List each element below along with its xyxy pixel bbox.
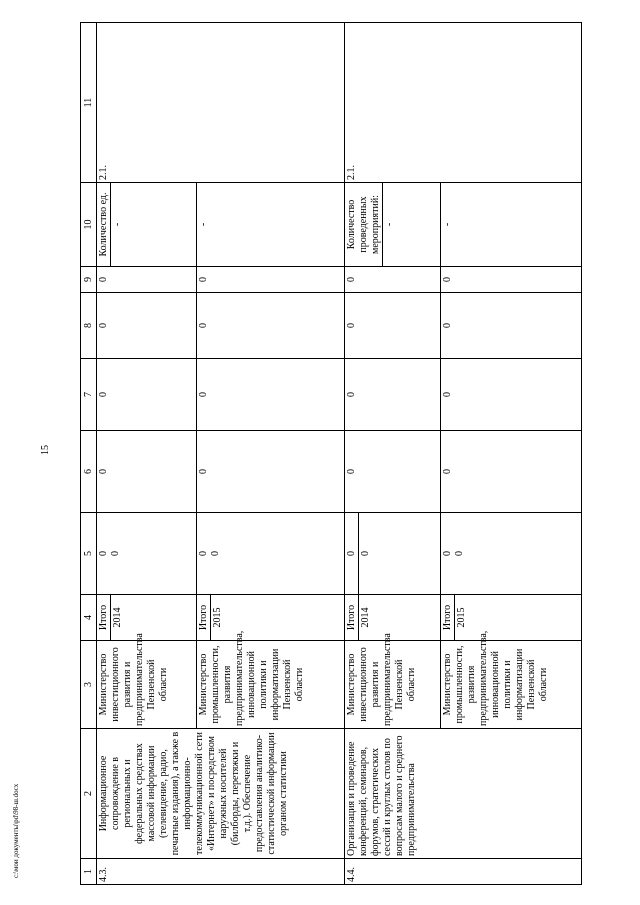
header-cell: 9 [81, 267, 97, 293]
period-cell [440, 595, 581, 641]
value-cell: 0 [440, 359, 581, 431]
value-cell: 0 [197, 267, 345, 293]
value-cell: 0 [97, 267, 197, 293]
table-row [97, 23, 197, 885]
header-cell: 5 [81, 513, 97, 595]
executor-cell [440, 630, 581, 729]
indicator-label: Количество проведенных мероприятий: [346, 195, 382, 254]
value-cell [345, 513, 440, 595]
period-total-label: Итого [98, 604, 109, 631]
value: 0 [210, 551, 222, 556]
value-cell: 0 [345, 431, 440, 513]
indicator-label: Количество ед. [98, 192, 109, 257]
value: 0 [198, 551, 210, 556]
value: 0 [453, 551, 465, 556]
value-cell: 0 [197, 431, 345, 513]
value-cell: 0 [345, 267, 440, 293]
header-cell: 4 [81, 595, 97, 641]
header-cell: 6 [81, 431, 97, 513]
executor-name: Министерство промышленности, развития предпринимательства, инновационной политики и информатизации Пензенской области [198, 630, 306, 726]
indicator-value: - [382, 183, 397, 266]
page-number: 15 [40, 445, 51, 455]
period-year: 2015 [210, 595, 225, 640]
executor-cell [345, 633, 440, 729]
indicator-cell [345, 183, 440, 267]
measure-description: Информационное сопровождение в региональных и федеральных средствах массовой информации (телевидение, радио, печатные издания), а также в информационно-телекоммуникационной сети «Интернет» и посредством наружных носителей (билборды, перетяжки и т.д.). Обеспечение предоставления аналитико-статистической информации органом статистики [97, 729, 345, 859]
value: 0 [358, 513, 373, 594]
executor-cell [97, 633, 197, 729]
period-total-label: Итого [346, 604, 358, 631]
value-cell [440, 513, 581, 595]
measure-description: Организация и проведение конференций, семинаров, форумов, стратегических сессий и круглых столов по вопросам малого и среднего предпринимательства [345, 729, 582, 859]
header-cell: 1 [81, 859, 97, 885]
period-year: 2015 [454, 595, 469, 640]
value-cell: 0 [440, 293, 581, 359]
indicator-cell: - [197, 183, 345, 267]
value-cell: 0 [440, 267, 581, 293]
value-cell: 0 [197, 293, 345, 359]
value: 0 [110, 551, 121, 556]
period-year: 2014 [358, 595, 373, 640]
header-cell: 7 [81, 359, 97, 431]
footer-file-path: c:\мои документы\pd\98-ш.docx [12, 783, 20, 878]
executor-name: Министерство инвестиционного развития и предпринимательства Пензенской области [346, 633, 418, 726]
row-number: 4.3. [97, 859, 345, 885]
header-cell: 3 [81, 641, 97, 729]
value-cell: 0 [197, 359, 345, 431]
value-cell: 0 [440, 431, 581, 513]
reference-cell: 2.1. [345, 23, 582, 183]
table-row [345, 23, 440, 885]
header-cell: 2 [81, 729, 97, 859]
period-total-label: Итого [198, 604, 210, 631]
value: 0 [346, 551, 358, 556]
period-cell [97, 595, 197, 641]
value-cell: 0 [345, 359, 440, 431]
value-cell: 0 [345, 293, 440, 359]
indicator-cell [97, 183, 197, 267]
row-number: 4.4. [345, 859, 582, 885]
measures-table [80, 22, 582, 885]
value-cell [97, 513, 197, 595]
reference-cell: 2.1. [97, 23, 345, 183]
value: 0 [98, 551, 109, 556]
executor-name: Министерство промышленности, развития предпринимательства, инновационной политики и информатизации Пензенской области [441, 630, 549, 726]
period-total-label: Итого [441, 604, 453, 631]
value-cell: 0 [97, 293, 197, 359]
indicator-value: - [110, 183, 125, 266]
executor-name: Министерство инвестиционного развития и предпринимательства Пензенской области [98, 633, 169, 726]
executor-cell [197, 630, 345, 729]
value: 0 [441, 551, 453, 556]
value-cell: 0 [97, 359, 197, 431]
header-cell: 8 [81, 293, 97, 359]
header-cell: 11 [81, 23, 97, 183]
value-cell: 0 [97, 431, 197, 513]
period-cell [197, 595, 345, 641]
header-row [81, 23, 97, 885]
period-year: 2014 [110, 595, 125, 640]
value-cell [197, 513, 345, 595]
indicator-cell: - [440, 183, 581, 267]
rotated-table-container [80, 23, 582, 885]
header-cell: 10 [81, 183, 97, 267]
